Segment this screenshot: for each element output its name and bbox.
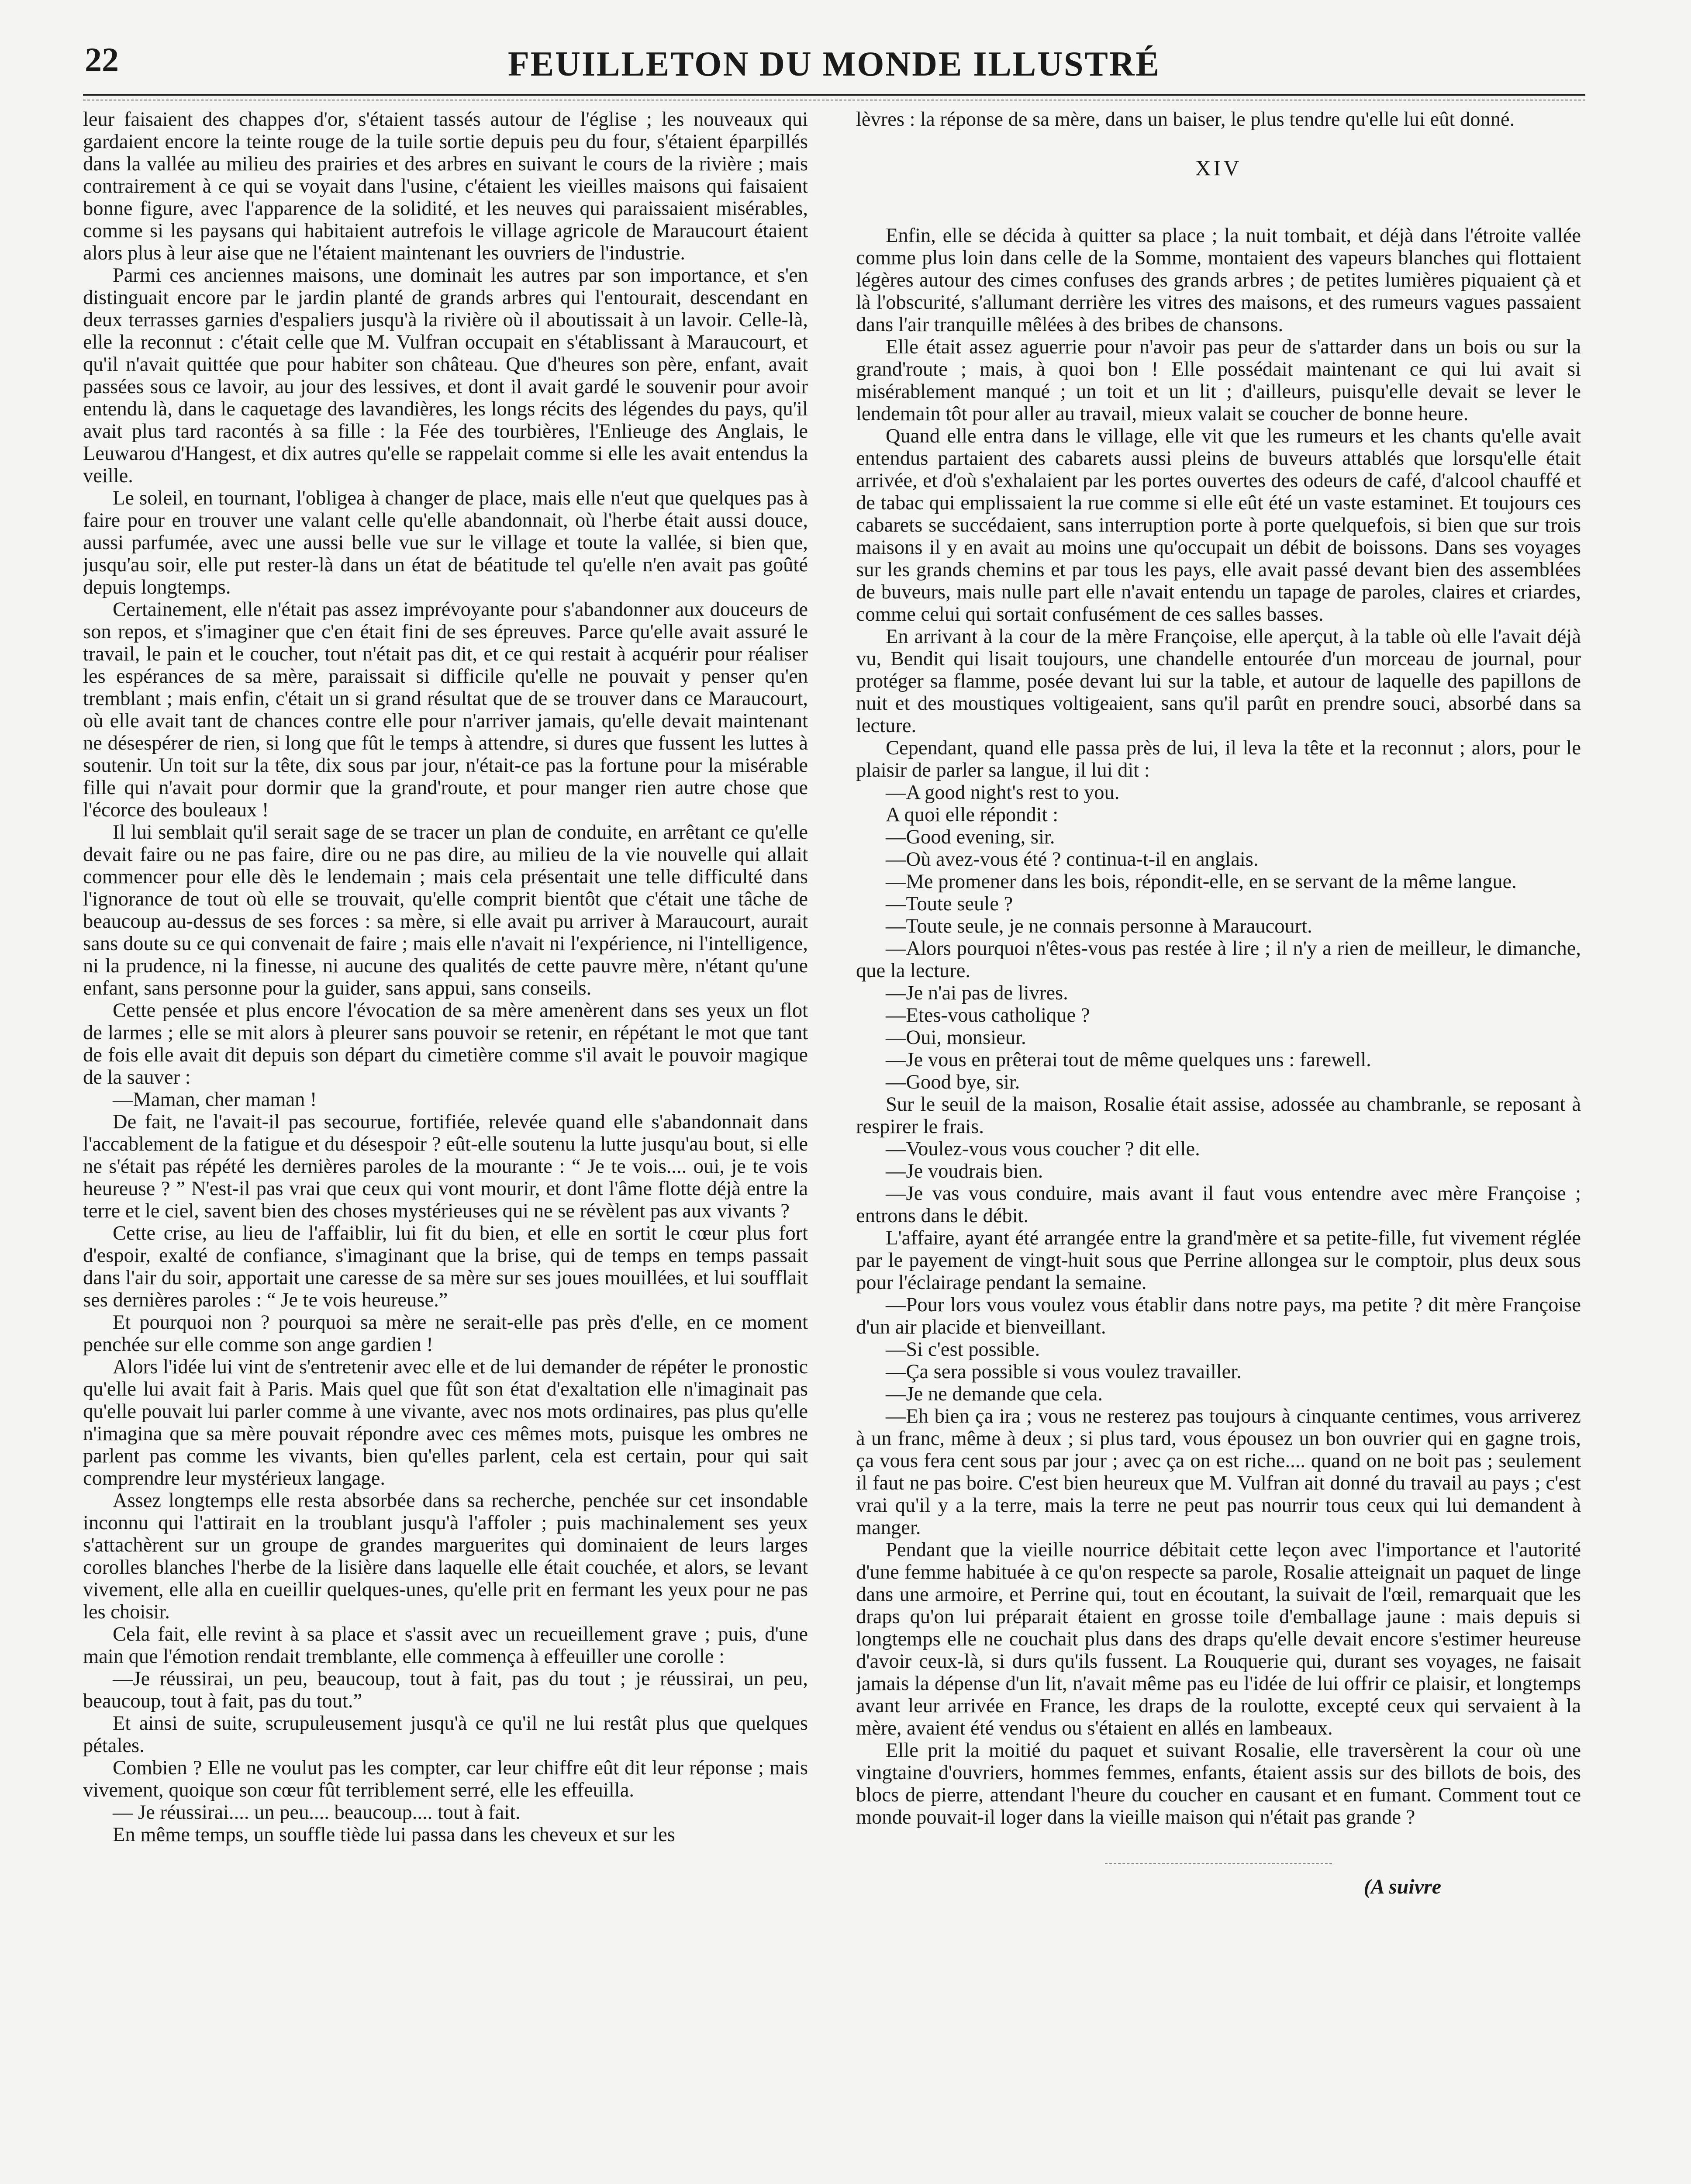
paragraph: Il lui semblait qu'il serait sage de se tracer un plan de conduite, en arrêtant ce qu'elle devait faire ou ne pas faire, dire ou ne pas dire, au milieu de la vie nouvelle qui allait commencer pour elle dès le lendemain ; mais cela présentait une telle difficulté dans l'ignorance de tout où elle se trouvait, qu'elle comprit bientôt que c'était une tâche de beaucoup au-dessus de ses forces : sa mère, si elle avait pu arriver à Maraucourt, aurait sans doute su ce qui convenait de faire ; mais elle n'avait ni l'expérience, ni l'intelligence, ni la prudence, ni la finesse, ni aucune des qualités de cette pauvre mère, n'étant qu'une enfant, sans personne pour la guider, sans appui, sans conseils. bbox=[83, 821, 808, 999]
dialogue-line: A quoi elle répondit : bbox=[886, 804, 1059, 826]
dialogue-line: —Toute seule ? bbox=[886, 893, 1013, 915]
paragraph: Pendant que la vieille nourrice débitait cette leçon avec l'importance et l'autorité d'une femme habituée à ce qu'on respecte sa parole, Rosalie atteignait un paquet de linge dans une armoire, et Perrine qui, tout en écoutant, la suivait de l'œil, remarquait que les draps qu'on lui préparait étaient en grosse toile d'emballage jaune : mais depuis si longtemps elle ne couchait plus dans des draps qu'elle devait encore s'estimer heureuse d'avoir ceux-là, si durs qu'ils fussent. La Rouquerie qui, durant ses voyages, ne faisait jamais la dépense d'un lit, n'avait même pas eu l'idée de lui offrir ce plaisir, et longtemps avant leur arrivée en France, les draps de la roulotte, excepté ceux qui servaient à la mère, avaient été vendus ou s'étaient en allés en lambeaux. bbox=[856, 1539, 1581, 1739]
dialogue-line: —Je n'ai pas de livres. bbox=[886, 982, 1068, 1004]
right-column-opening: lèvres : la réponse de sa mère, dans un baiser, le plus tendre qu'elle lui eût donné. bbox=[856, 108, 1515, 131]
paragraph: —Je réussirai, un peu, beaucoup, tout à fait, pas du tout ; je réussirai, un peu, beaucoup, tout à fait, pas du tout.” bbox=[83, 1668, 808, 1712]
right-column bbox=[856, 108, 1581, 2184]
paragraph: Parmi ces anciennes maisons, une dominait les autres par son importance, et s'en distinguait encore par le jardin planté de grands arbres qui l'entourait, descendant en deux terrasses garnies d'espaliers jusqu'à la rivière où il aboutissait à un lavoir. Celle-là, elle la reconnut : c'était celle que M. Vulfran occupait en s'établissant à Maraucourt, et qu'il n'avait quittée que pour habiter son château. Que d'heures son père, enfant, avait passées sous ce lavoir, au jour des lessives, et dont il avait gardé le souvenir pour avoir entendu là, dans le caquetage des lavandières, les longs récits des légendes du pays, qu'il avait plus tard racontés à sa fille : la Fée des tourbières, l'Enlieuge des Anglais, le Leuwarou d'Hangest, et dix autres qu'elle se rappelait comme si elle les avait entendus la veille. bbox=[83, 264, 808, 487]
paragraph: Et ainsi de suite, scrupuleusement jusqu'à ce qu'il ne lui restât plus que quelques pétales. bbox=[83, 1712, 808, 1757]
page-header bbox=[83, 40, 1585, 93]
page-number: 22 bbox=[85, 41, 119, 79]
paragraph: Sur le seuil de la maison, Rosalie était assise, adossée au chambranle, se reposant à respirer le frais. bbox=[856, 1093, 1581, 1138]
paragraph: —Si c'est possible. bbox=[886, 1338, 1040, 1361]
paragraph: — Je réussirai.... un peu.... beaucoup.... tout à fait. bbox=[113, 1801, 521, 1824]
running-title: FEUILLETON DU MONDE ILLUSTRÉ bbox=[508, 45, 1160, 83]
paragraph: Cela fait, elle revint à sa place et s'assit avec un recueillement grave ; puis, d'une main que l'émotion rendait tremblante, elle commença à effeuiller une corolle : bbox=[83, 1623, 808, 1668]
right-column-closing bbox=[856, 1093, 1581, 1828]
paragraph: Elle était assez aguerrie pour n'avoir pas peur de s'attarder dans un bois ou sur la grand'route ; mais, à quoi bon ! Elle possédait maintenant ce qui lui avait si misérablement manqué ; un toit et un lit ; d'ailleurs, puisqu'elle devait se lever le lendemain tôt pour aller au travail, mieux valait se coucher de bonne heure. bbox=[856, 336, 1581, 425]
paragraph: Et pourquoi non ? pourquoi sa mère ne serait-elle pas près d'elle, en ce moment penchée sur elle comme son ange gardien ! bbox=[83, 1311, 808, 1356]
paragraph: En arrivant à la cour de la mère Françoise, elle aperçut, à la table où elle l'avait déjà vu, Bendit qui lisait toujours, une chandelle entourée d'un morceau de journal, pour protéger sa flamme, posée devant lui sur la table, et autour de laquelle des papillons de nuit et des moustiques voltigeaient, sans qu'il parût en prendre souci, absorbé dans sa lecture. bbox=[856, 625, 1581, 737]
paragraph: Quand elle entra dans le village, elle vit que les rumeurs et les chants qu'elle avait entendus partaient des cabarets aussi pleins de buveurs attablés que lorsqu'elle était arrivée, et d'où s'exhalaient par les portes ouvertes des odeurs de café, d'alcool chauffé et de tabac qui emplissaient la rue comme si elle eût été un vaste estaminet. Et toujours ces cabarets se succédaient, sans interruption porte à porte quelquefois, si bien que sur trois maisons il y en avait au moins une qu'occupait un débit de boissons. Dans ses voyages sur les grands chemins et par tous les pays, elle avait passé devant bien des assemblées de buveurs, mais nulle part elle n'avait entendu un tapage de paroles, claires et criardes, comme celui qui sortait confusément de ces salles basses. bbox=[856, 425, 1581, 625]
paragraph: Enfin, elle se décida à quitter sa place ; la nuit tombait, et déjà dans l'étroite vallée comme plus loin dans celle de la Somme, montaient des vapeurs blanches qui flottaient légères autour des cimes confuses des grands arbres ; de petites lumières piquaient çà et là l'obscurité, s'allumant derrière les vitres des maisons, et des rumeurs vagues passaient dans l'air tranquille mêlées à des bribes de chansons. bbox=[856, 225, 1581, 336]
paragraph: Cependant, quand elle passa près de lui, il leva la tête et la reconnut ; alors, pour le plaisir de parler sa langue, il lui dit : bbox=[856, 737, 1581, 781]
paragraph: En même temps, un souffle tiède lui passa dans les cheveux et sur les bbox=[113, 1824, 675, 1846]
to-be-continued: (A suivre bbox=[1363, 1875, 1441, 1898]
paragraph: Alors l'idée lui vint de s'entretenir avec elle et de lui demander de répéter le pronostic qu'elle lui avait fait à Paris. Mais quel que fût son état d'exaltation elle n'imaginait pas qu'elle pouvait lui parler comme à une vivante, avec nos mots ordinaires, pas plus qu'elle n'imagina que sa mère pouvait répondre avec ces mêmes mots, puisque les ombres ne parlent pas comme les vivants, bien qu'elles parlent, cela est certain, pour qui sait comprendre leur mystérieux langage. bbox=[83, 1356, 808, 1489]
paragraph: —Pour lors vous voulez vous établir dans notre pays, ma petite ? dit mère Françoise d'un air placide et bienveillant. bbox=[856, 1294, 1581, 1338]
footer-rule bbox=[1105, 1863, 1332, 1864]
paragraph: Assez longtemps elle resta absorbée dans sa recherche, penchée sur cet insondable inconnu qui l'attirait en la troublant jusqu'à l'affoler ; puis machinalement ses yeux s'attachèrent sur un groupe de grandes marguerites qui dominaient de leurs larges corolles blanches l'herbe de la lisière dans laquelle elle était couchée, et alors, se levant vivement, elle alla en cueillir quelques-unes, qu'elle prit en fermant les yeux pour ne pas les choisir. bbox=[83, 1489, 808, 1623]
paragraph: —Je vas vous conduire, mais avant il faut vous entendre avec mère Françoise ; entrons dans le débit. bbox=[856, 1182, 1581, 1227]
paragraph: De fait, ne l'avait-il pas secourue, fortifiée, relevée quand elle s'abandonnait dans l'accablement de la fatigue et du désespoir ? eût-elle soutenu la lutte jusqu'au bout, si elle ne s'était pas répété les dernières paroles de la mourante : “ Je te vois.... oui, je te vois heureuse ? ” N'est-il pas vrai que ceux qui vont mourir, et dont l'âme flotte déjà entre la terre et le ciel, savent bien des choses mystérieuses qui ne se révèlent pas aux vivants ? bbox=[83, 1111, 808, 1222]
paragraph: —Je voudrais bien. bbox=[886, 1160, 1043, 1182]
dialogue-line: —Good evening, sir. bbox=[886, 826, 1055, 848]
paragraph: Elle prit la moitié du paquet et suivant Rosalie, elle traversèrent la cour où une vingtaine d'ouvriers, hommes femmes, enfants, étaient assis sur des billots de bois, des blocs de pierre, attendant l'heure du coucher en causant et en fumant. Comment tout ce monde pouvait-il loger dans la vieille maison qui n'était pas grande ? bbox=[856, 1739, 1581, 1828]
right-column-paragraphs bbox=[856, 225, 1581, 781]
paragraph: —Voulez-vous vous coucher ? dit elle. bbox=[886, 1138, 1200, 1160]
paragraph: Cette pensée et plus encore l'évocation de sa mère amenèrent dans ses yeux un flot de larmes ; elle se mit alors à pleurer sans pouvoir se retenir, en répétant le mot que tant de fois elle avait dit depuis son départ du cimetière comme s'il avait le pouvoir magique de la sauver : bbox=[83, 999, 808, 1089]
dialogue-line: —Toute seule, je ne connais personne à Maraucourt. bbox=[886, 915, 1312, 937]
paragraph: leur faisaient des chappes d'or, s'étaient tassés autour de l'église ; les nouveaux qui gardaient encore la teinte rouge de la tuile sortie depuis peu du four, s'étaient éparpillés dans la vallée au milieu des prairies et des arbres en suivant le cours de la rivière ; mais contrairement à ce qui se voyait dans l'usine, c'étaient les vieilles maisons qui faisaient bonne figure, avec l'apparence de la solidité, et les neuves qui paraissaient misérables, comme si les paysans qui habitaient autrefois le village agricole de Maraucourt étaient alors plus à leur aise que ne l'étaient maintenant les ouvriers de l'industrie. bbox=[83, 108, 808, 264]
dialogue-line: —Etes-vous catholique ? bbox=[886, 1004, 1090, 1026]
paragraph: —Ça sera possible si vous voulez travailler. bbox=[886, 1361, 1242, 1383]
paragraph: —Eh bien ça ira ; vous ne resterez pas toujours à cinquante centimes, vous arriverez à un franc, même à deux ; si plus tard, vous épousez un bon ouvrier qui en gagne trois, ça vous fera cent sous par jour ; avec ça on est riche.... quand on ne boit pas ; seulement il faut ne pas boire. C'est bien heureux que M. Vulfran ait donné du travail au pays ; c'est vrai qu'il y a la terre, mais la terre ne peut pas nourrir tous ceux qui lui demandent à manger. bbox=[856, 1405, 1581, 1539]
paragraph: Certainement, elle n'était pas assez imprévoyante pour s'abandonner aux douceurs de son repos, et s'imaginer que c'en était fini de ses épreuves. Parce qu'elle avait assuré le travail, le pain et le coucher, tout n'était pas dit, et ce qui restait à acquérir pour réaliser les espérances de sa mère, paraissait si difficile qu'elle ne pouvait y penser qu'en tremblant ; mais enfin, c'était un si grand résultat que de se trouver dans ce Maraucourt, où elle avait tant de chances contre elle pour n'arriver jamais, qu'elle devait maintenant ne désespérer de rien, si long que fût le temps à attendre, si dures que fussent les luttes à soutenir. Un toit sur la tête, dix sous par jour, n'était-ce pas la fortune pour la misérable fille qui n'avait pour dormir que la grand'route, et pour manger rien autre chose que l'écorce des bouleaux ! bbox=[83, 598, 808, 821]
paragraph: L'affaire, ayant été arrangée entre la grand'mère et sa petite-fille, fut vivement réglée par le payement de vingt-huit sous que Perrine allongea sur le comptoir, plus deux sous pour l'éclairage pendant la semaine. bbox=[856, 1227, 1581, 1294]
dialogue-line: —Je vous en prêterai tout de même quelques uns : farewell. bbox=[886, 1049, 1371, 1071]
dialogue-line: —Me promener dans les bois, répondit-elle, en se servant de la même langue. bbox=[886, 871, 1517, 893]
dialogue-line: —Alors pourquoi n'êtes-vous pas restée à lire ; il n'y a rien de meilleur, le dimanche, que la lecture. bbox=[856, 937, 1581, 982]
dialogue-block bbox=[856, 781, 1581, 1093]
chapter-heading: XIV bbox=[1195, 156, 1242, 180]
dialogue-line: —Good bye, sir. bbox=[886, 1071, 1020, 1093]
paragraph: —Maman, cher maman ! bbox=[113, 1089, 317, 1111]
paragraph: —Je ne demande que cela. bbox=[886, 1383, 1103, 1405]
dialogue-line: —A good night's rest to you. bbox=[886, 781, 1120, 804]
dialogue-line: —Oui, monsieur. bbox=[886, 1026, 1026, 1049]
left-column bbox=[83, 108, 808, 2184]
paragraph: Le soleil, en tournant, l'obligea à changer de place, mais elle n'eut que quelques pas à faire pour en trouver une valant celle qu'elle abandonnait, où l'herbe était aussi douce, aussi parfumée, avec une aussi belle vue sur le village et toute la vallée, si bien que, jusqu'au soir, elle put rester-là dans un état de béatitude tel qu'elle n'en avait pas goûté depuis longtemps. bbox=[83, 487, 808, 598]
paragraph: Cette crise, au lieu de l'affaiblir, lui fit du bien, et elle en sortit le cœur plus fort d'espoir, exalté de confiance, s'imaginant que la brise, qui de temps en temps passait dans l'air du soir, apportait une caresse de sa mère sur ses joues mouillées, et lui soufflait ses dernières paroles : “ Je te vois heureuse.” bbox=[83, 1222, 808, 1311]
dialogue-line: —Où avez-vous été ? continua-t-il en anglais. bbox=[886, 848, 1259, 871]
paragraph: Combien ? Elle ne voulut pas les compter, car leur chiffre eût dit leur réponse ; mais vivement, quoique son cœur fût terriblement serré, elle les effeuilla. bbox=[83, 1757, 808, 1801]
header-rule bbox=[83, 94, 1585, 96]
